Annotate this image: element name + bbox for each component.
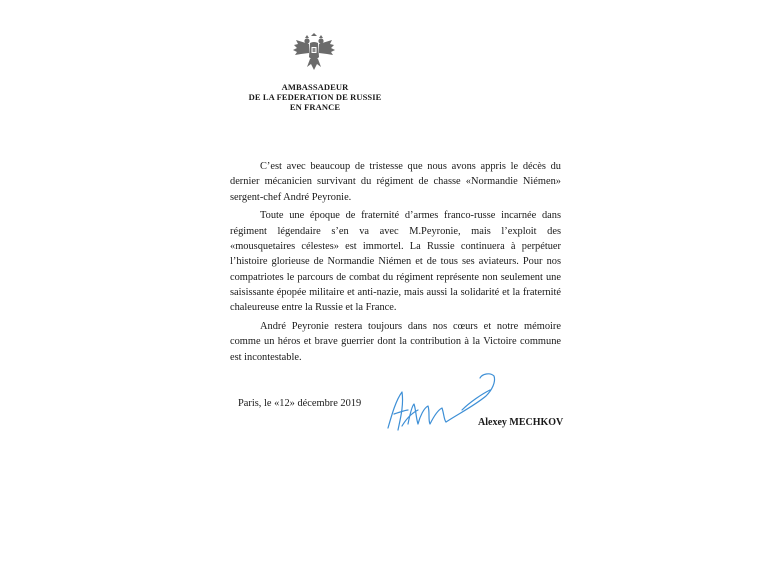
letter-paragraph: André Peyronie restera toujours dans nos cœurs et notre mémoire comme un héros et brave guerrier dont la contribution à la Victoire commune est incontestable.	[230, 320, 561, 363]
letter-body	[230, 159, 561, 368]
letterhead-location: EN FRANCE	[289, 102, 341, 112]
letterhead-title: AMBASSADEUR	[281, 82, 349, 92]
letterhead	[220, 82, 410, 112]
letterhead-country: DE LA FEDERATION DE RUSSIE	[248, 92, 382, 102]
signer-name: Alexey MECHKOV	[478, 417, 564, 428]
letter-paragraph: C’est avec beaucoup de tristesse que nous avons appris le décès du dernier mécanicien survivant du régiment de chasse «Normandie Niémen» sergent-chef André Peyronie.	[230, 161, 561, 203]
letter-paragraph: Toute une époque de fraternité d’armes franco-russe incarnée dans régiment légendaire s’en va avec M.Peyronie, mais l’exploit des «mousquetaires célestes» est immortel. La Russie continuera à perpétuer l’histoire glorieuse de Normandie Niémen et de tous ses aviateurs. Pour nos compatriotes le parcours de combat du régiment représente non seulement une saisissante épopée militaire et anti-nazie, mais aussi la solidarité et la fraternité chaleureuse entre la Russie et la France.	[230, 210, 561, 314]
double-headed-eagle-icon	[292, 33, 336, 73]
place-and-date: Paris, le «12» décembre 2019	[238, 398, 362, 409]
